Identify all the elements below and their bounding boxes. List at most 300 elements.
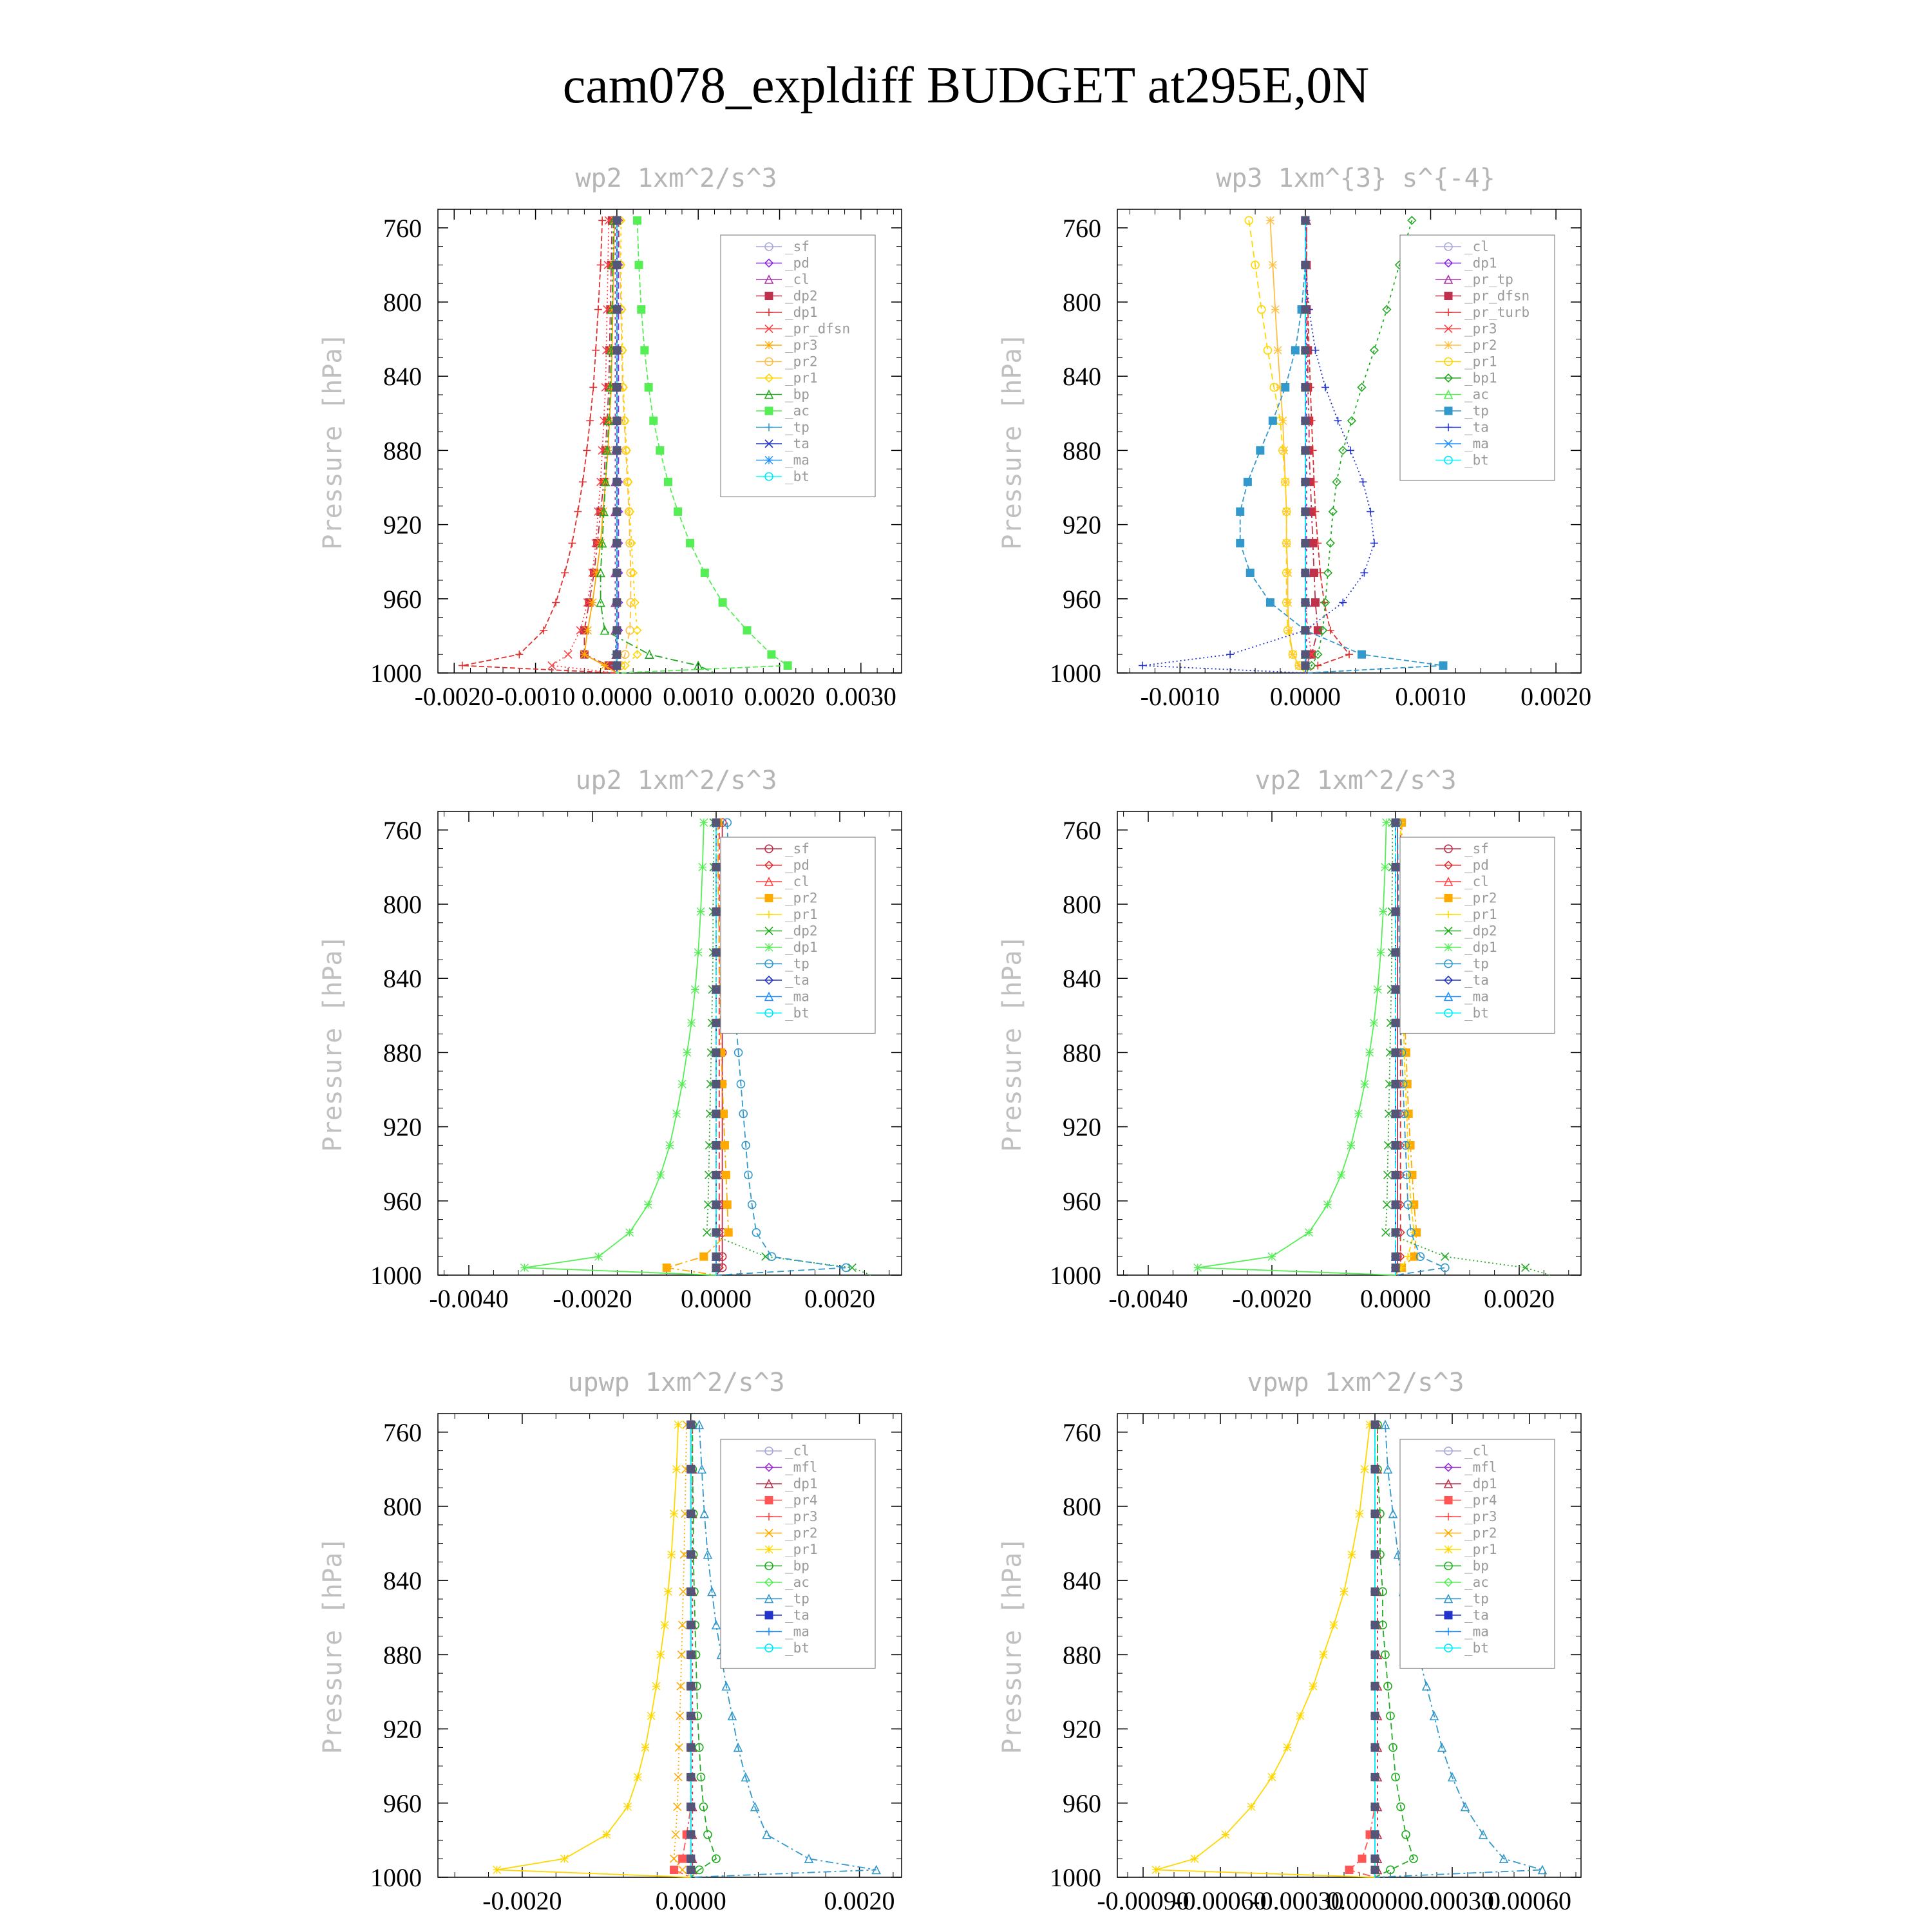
data-point xyxy=(1371,1803,1379,1811)
x-tick-label: -0.0020 xyxy=(482,1886,562,1915)
series-dp1 xyxy=(1194,819,1396,1275)
data-point xyxy=(1381,863,1389,871)
legend-entry: _pr1 xyxy=(785,1542,818,1557)
data-point xyxy=(674,507,682,515)
y-tick-label: 800 xyxy=(383,288,422,317)
y-tick-label: 880 xyxy=(1063,1038,1101,1068)
data-point xyxy=(679,1866,687,1873)
y-tick-label: 880 xyxy=(1063,436,1101,466)
data-point xyxy=(1371,1712,1379,1719)
y-tick-label: 760 xyxy=(383,1417,422,1447)
legend-entry: _cl xyxy=(1464,239,1489,254)
legend-entry: _bt xyxy=(1464,452,1489,468)
legend-entry: _dp1 xyxy=(785,940,818,955)
data-point xyxy=(613,661,621,669)
legend-entry: _ta xyxy=(1464,972,1489,988)
data-point xyxy=(674,1421,682,1428)
legend-marker xyxy=(1444,1497,1452,1504)
legend-entry: _dp1 xyxy=(1464,940,1497,955)
data-point xyxy=(687,1831,695,1839)
legend-entry: _pd xyxy=(785,857,810,873)
data-point xyxy=(598,216,606,224)
legend-entry: _bt xyxy=(785,1640,810,1656)
y-tick-label: 1000 xyxy=(1050,659,1101,688)
series-bp1 xyxy=(1305,216,1416,673)
data-point xyxy=(1302,661,1309,669)
data-point xyxy=(1382,1229,1390,1236)
y-tick-label: 800 xyxy=(1063,890,1101,919)
data-point xyxy=(1269,261,1276,269)
data-point xyxy=(580,650,588,658)
legend-entry: _bp xyxy=(785,1558,810,1574)
legend-entry: _pr3 xyxy=(785,337,818,353)
data-point xyxy=(697,908,705,916)
legend-entry: _ma xyxy=(785,452,810,468)
data-point xyxy=(1226,650,1234,658)
data-point xyxy=(1441,1253,1449,1260)
data-point xyxy=(1359,478,1367,486)
data-point xyxy=(699,863,706,871)
data-point xyxy=(687,1510,695,1518)
y-tick-label: 880 xyxy=(383,436,422,466)
data-point xyxy=(1345,1866,1353,1873)
data-point xyxy=(712,908,720,916)
x-tick-label: -0.0010 xyxy=(495,682,576,711)
x-tick-label: -0.00060 xyxy=(1174,1886,1267,1915)
y-tick-label: 1000 xyxy=(1050,1863,1101,1892)
data-point xyxy=(1371,1682,1379,1690)
data-point xyxy=(1269,417,1276,424)
legend-entry: _pr2 xyxy=(785,890,818,906)
y-tick-label: 960 xyxy=(1063,1788,1101,1818)
legend-entry: _cl xyxy=(1464,1443,1489,1459)
x-tick-label: 0.0020 xyxy=(824,1886,895,1915)
x-tick-label: 0.0000 xyxy=(581,682,652,711)
data-point xyxy=(1392,1229,1399,1236)
data-point xyxy=(719,599,726,607)
y-tick-label: 920 xyxy=(383,1714,422,1744)
legend-entry: _pr3 xyxy=(785,1509,818,1524)
y-axis-label: Pressure [hPa] xyxy=(318,332,348,550)
legend-entry: _mfl xyxy=(785,1459,818,1475)
legend-entry: _pr2 xyxy=(785,354,818,370)
data-point xyxy=(1302,627,1309,634)
y-tick-label: 800 xyxy=(1063,288,1101,317)
x-tick-label: -0.0010 xyxy=(1140,682,1220,711)
data-point xyxy=(1338,1171,1345,1179)
legend-entry: _pr_tp xyxy=(1464,272,1513,287)
data-point xyxy=(613,346,621,354)
data-point xyxy=(663,1264,670,1271)
y-axis-label: Pressure [hPa] xyxy=(318,934,348,1152)
legend xyxy=(1400,837,1555,1034)
series-pr1 xyxy=(1245,216,1305,673)
data-point xyxy=(613,216,621,224)
data-point xyxy=(657,1651,665,1658)
data-point xyxy=(672,1465,680,1473)
series-pr_dfsn xyxy=(548,216,617,673)
legend-entry: _tp xyxy=(1464,956,1489,972)
data-point xyxy=(687,1743,695,1751)
y-tick-label: 760 xyxy=(1063,815,1101,845)
y-tick-label: 960 xyxy=(383,1186,422,1216)
legend-marker xyxy=(1444,407,1452,415)
data-point xyxy=(1371,1866,1379,1873)
chart-panel-6 xyxy=(998,1368,1581,1915)
x-tick-label: 0.0020 xyxy=(1520,682,1592,711)
data-point xyxy=(634,1773,641,1781)
data-point xyxy=(712,985,720,993)
data-point xyxy=(633,216,641,224)
panel-title: vpwp 1xm^2/s^3 xyxy=(1247,1368,1464,1397)
data-point xyxy=(1311,599,1319,607)
x-tick-label: 0.000000 xyxy=(1327,1886,1423,1915)
data-point xyxy=(613,417,621,424)
data-point xyxy=(626,1229,634,1236)
data-point xyxy=(705,1171,712,1179)
data-point xyxy=(1370,346,1378,354)
data-point xyxy=(1392,1141,1399,1149)
y-tick-label: 920 xyxy=(1063,1112,1101,1142)
x-tick-label: 0.00030 xyxy=(1410,1886,1494,1915)
data-point xyxy=(520,1264,528,1271)
data-point xyxy=(1392,1201,1399,1209)
data-point xyxy=(670,1855,678,1862)
series-pr1 xyxy=(493,1421,691,1877)
y-tick-label: 880 xyxy=(383,1038,422,1068)
legend-entry: _tp xyxy=(1464,1591,1489,1607)
data-point xyxy=(583,446,591,454)
panel-title: upwp 1xm^2/s^3 xyxy=(567,1368,785,1397)
data-point xyxy=(1392,863,1399,871)
data-point xyxy=(613,306,621,314)
data-point xyxy=(712,1048,720,1056)
x-tick-label: 0.0000 xyxy=(655,1886,726,1915)
data-point xyxy=(683,1048,691,1056)
chart-panel-4 xyxy=(998,766,1581,1313)
data-point xyxy=(1402,1831,1410,1839)
data-point xyxy=(1347,1141,1355,1149)
data-point xyxy=(768,1253,775,1260)
legend-entry: _bp1 xyxy=(1464,370,1497,386)
data-point xyxy=(724,1229,732,1236)
y-tick-label: 840 xyxy=(383,1566,422,1596)
data-point xyxy=(1302,216,1309,224)
y-tick-label: 1000 xyxy=(370,659,422,688)
legend xyxy=(721,837,875,1034)
data-point xyxy=(1302,383,1309,391)
y-tick-label: 1000 xyxy=(370,1261,422,1290)
y-tick-label: 840 xyxy=(1063,1566,1101,1596)
data-point xyxy=(589,599,596,607)
data-point xyxy=(1302,599,1309,607)
data-point xyxy=(1371,1551,1379,1558)
data-point xyxy=(712,1229,720,1236)
data-point xyxy=(1256,446,1264,454)
y-tick-label: 920 xyxy=(1063,1714,1101,1744)
data-point xyxy=(694,949,702,956)
data-point xyxy=(613,599,621,607)
data-point xyxy=(1246,569,1254,576)
data-point xyxy=(691,985,699,993)
data-point xyxy=(589,383,597,391)
legend-marker xyxy=(765,943,773,951)
y-tick-label: 800 xyxy=(383,890,422,919)
legend-marker xyxy=(765,407,773,415)
data-point xyxy=(1334,417,1341,424)
series-line xyxy=(497,1425,691,1877)
data-point xyxy=(768,650,775,658)
data-point xyxy=(666,1141,674,1149)
data-point xyxy=(1361,1465,1368,1473)
data-point xyxy=(679,1855,687,1862)
legend-entry: _dp2 xyxy=(785,288,818,304)
data-point xyxy=(1296,1712,1304,1719)
data-point xyxy=(1302,417,1309,424)
data-point xyxy=(1274,346,1282,354)
figure-title: cam078_expldiff BUDGET at295E,0N xyxy=(562,57,1370,114)
data-point xyxy=(601,661,609,669)
x-tick-label: -0.00030 xyxy=(1251,1886,1344,1915)
data-point xyxy=(1348,417,1356,424)
x-tick-label: -0.0020 xyxy=(1232,1284,1312,1313)
data-point xyxy=(1392,1080,1399,1088)
x-tick-label: 0.0010 xyxy=(1395,682,1466,711)
data-point xyxy=(1522,1264,1530,1271)
data-point xyxy=(1194,1264,1202,1271)
panel-title: wp3 1xm^{3} s^{-4} xyxy=(1216,164,1495,193)
y-tick-label: 960 xyxy=(383,584,422,614)
legend-marker xyxy=(1444,1546,1452,1553)
data-point xyxy=(1291,346,1299,354)
data-point xyxy=(1392,985,1399,993)
legend-entry: _pr2 xyxy=(785,1525,818,1541)
data-point xyxy=(1371,1421,1379,1428)
y-tick-label: 840 xyxy=(383,362,422,392)
panel-title: wp2 1xm^2/s^3 xyxy=(575,164,777,193)
data-point xyxy=(1191,1855,1198,1862)
data-point xyxy=(1266,599,1274,607)
legend-entry: _ma xyxy=(785,989,810,1005)
data-point xyxy=(650,417,658,424)
data-point xyxy=(1268,1773,1276,1781)
data-point xyxy=(613,261,621,269)
legend-entry: _pr1 xyxy=(1464,1542,1497,1557)
y-tick-label: 920 xyxy=(383,510,422,540)
x-tick-label: 0.0000 xyxy=(1269,682,1341,711)
legend-entry: _dp1 xyxy=(1464,1476,1497,1492)
legend xyxy=(721,235,875,497)
data-point xyxy=(574,507,582,515)
data-point xyxy=(1327,627,1334,634)
data-point xyxy=(687,1587,695,1595)
legend-entry: _dp1 xyxy=(785,1476,818,1492)
legend-entry: _pr4 xyxy=(1464,1492,1497,1508)
data-point xyxy=(743,627,751,634)
data-point xyxy=(652,1682,660,1690)
data-point xyxy=(624,1803,632,1811)
series-pr1 xyxy=(1152,1421,1375,1877)
data-point xyxy=(752,1229,760,1236)
data-point xyxy=(594,306,602,314)
legend-entry: _bp xyxy=(1464,1558,1489,1574)
data-point xyxy=(1302,569,1309,576)
data-point xyxy=(1314,627,1321,634)
legend-marker xyxy=(1444,292,1452,300)
y-tick-label: 880 xyxy=(383,1640,422,1670)
data-point xyxy=(687,1855,695,1862)
data-point xyxy=(1367,507,1374,515)
legend-entry: _dp2 xyxy=(785,923,818,939)
data-point xyxy=(1311,346,1319,354)
data-point xyxy=(641,346,649,354)
y-tick-label: 760 xyxy=(1063,1417,1101,1447)
data-point xyxy=(1302,306,1309,314)
data-point xyxy=(1309,1682,1317,1690)
data-point xyxy=(703,1229,711,1236)
legend-entry: _cl xyxy=(785,1443,810,1459)
data-point xyxy=(568,539,576,547)
legend-entry: _mfl xyxy=(1464,1459,1497,1475)
y-tick-label: 960 xyxy=(383,1788,422,1818)
y-tick-label: 1000 xyxy=(370,1863,422,1892)
data-point xyxy=(592,346,600,354)
data-point xyxy=(1371,1743,1379,1751)
data-point xyxy=(712,1141,720,1149)
data-point xyxy=(712,1019,720,1027)
data-point xyxy=(1360,569,1368,576)
data-point xyxy=(687,1465,695,1473)
data-point xyxy=(1283,1743,1291,1751)
data-point xyxy=(1320,1651,1327,1658)
data-point xyxy=(645,383,652,391)
data-point xyxy=(1371,1773,1379,1781)
data-point xyxy=(678,1080,686,1088)
legend-marker xyxy=(1444,943,1452,951)
y-axis-label: Pressure [hPa] xyxy=(998,934,1027,1152)
data-point xyxy=(687,1866,695,1873)
data-point xyxy=(1302,346,1309,354)
y-tick-label: 1000 xyxy=(1050,1261,1101,1290)
legend-entry: _bt xyxy=(785,1005,810,1021)
data-point xyxy=(687,1551,695,1558)
legend-entry: _ac xyxy=(785,403,810,419)
data-point xyxy=(679,1587,687,1595)
data-point xyxy=(459,661,466,669)
legend-entry: _tp xyxy=(785,956,810,972)
data-point xyxy=(1358,650,1365,658)
y-tick-label: 800 xyxy=(383,1492,422,1521)
data-point xyxy=(1423,1682,1430,1690)
y-axis-label: Pressure [hPa] xyxy=(998,1537,1027,1754)
data-point xyxy=(1408,216,1416,224)
x-tick-label: 0.0000 xyxy=(1360,1284,1431,1313)
data-point xyxy=(712,1171,720,1179)
legend-entry: _ac xyxy=(785,1575,810,1590)
data-point xyxy=(687,1803,695,1811)
legend-entry: _pr1 xyxy=(785,370,818,386)
data-point xyxy=(1371,1510,1379,1518)
legend-entry: _bt xyxy=(1464,1640,1489,1656)
data-point xyxy=(613,539,621,547)
data-point xyxy=(784,661,791,669)
x-tick-label: 0.0030 xyxy=(825,682,896,711)
y-tick-label: 880 xyxy=(1063,1640,1101,1670)
series-line xyxy=(1156,1425,1375,1877)
data-point xyxy=(1236,507,1244,515)
data-point xyxy=(1305,1229,1313,1236)
data-point xyxy=(1366,1048,1374,1056)
legend-marker xyxy=(1444,895,1452,902)
data-point xyxy=(722,1171,730,1179)
x-tick-label: 0.0000 xyxy=(681,1284,752,1313)
y-tick-label: 840 xyxy=(383,964,422,994)
data-point xyxy=(712,1080,720,1088)
legend-entry: _ta xyxy=(785,436,810,451)
chart-panel-1 xyxy=(318,164,902,711)
legend-entry: _pr1 xyxy=(1464,907,1497,922)
series-line xyxy=(462,220,617,673)
data-point xyxy=(721,1141,728,1149)
data-point xyxy=(1392,819,1399,826)
legend-entry: _bt xyxy=(785,469,810,484)
legend-entry: _cl xyxy=(785,874,810,889)
data-point xyxy=(515,650,523,658)
data-point xyxy=(1152,1866,1160,1873)
legend-entry: _bt xyxy=(1464,1005,1489,1021)
data-point xyxy=(1361,1080,1368,1088)
data-point xyxy=(670,1866,678,1873)
data-point xyxy=(1383,819,1390,826)
data-point xyxy=(687,1682,695,1690)
x-tick-label: 0.0010 xyxy=(663,682,734,711)
legend-entry: _ta xyxy=(1464,419,1489,435)
data-point xyxy=(635,261,643,269)
data-point xyxy=(613,446,621,454)
data-point xyxy=(1354,1110,1362,1117)
data-point xyxy=(586,417,594,424)
y-tick-label: 960 xyxy=(1063,1186,1101,1216)
legend-entry: _ma xyxy=(1464,989,1489,1005)
data-point xyxy=(1321,383,1329,391)
data-point xyxy=(641,1743,649,1751)
legend-entry: _pr_dfsn xyxy=(1464,288,1530,304)
data-point xyxy=(712,819,720,826)
legend-entry: _cl xyxy=(1464,874,1489,889)
legend-marker xyxy=(765,341,773,349)
chart-panel-5 xyxy=(318,1368,902,1915)
data-point xyxy=(700,819,708,826)
panel-title: vp2 1xm^2/s^3 xyxy=(1255,766,1457,795)
data-point xyxy=(1247,1803,1255,1811)
panel-title: up2 1xm^2/s^3 xyxy=(575,766,777,795)
data-point xyxy=(1392,1264,1399,1271)
data-point xyxy=(1282,383,1289,391)
data-point xyxy=(647,1712,655,1719)
data-point xyxy=(597,261,605,269)
data-point xyxy=(1371,1465,1379,1473)
data-point xyxy=(723,1201,731,1209)
legend-entry: _sf xyxy=(785,239,810,254)
data-point xyxy=(1358,1855,1366,1862)
data-point xyxy=(661,1621,668,1629)
legend-entry: _tp xyxy=(785,1591,810,1607)
chart-panel-3 xyxy=(318,766,902,1313)
y-tick-label: 840 xyxy=(1063,362,1101,392)
series-dp1 xyxy=(520,819,716,1275)
data-point xyxy=(644,1201,652,1209)
data-point xyxy=(638,306,645,314)
